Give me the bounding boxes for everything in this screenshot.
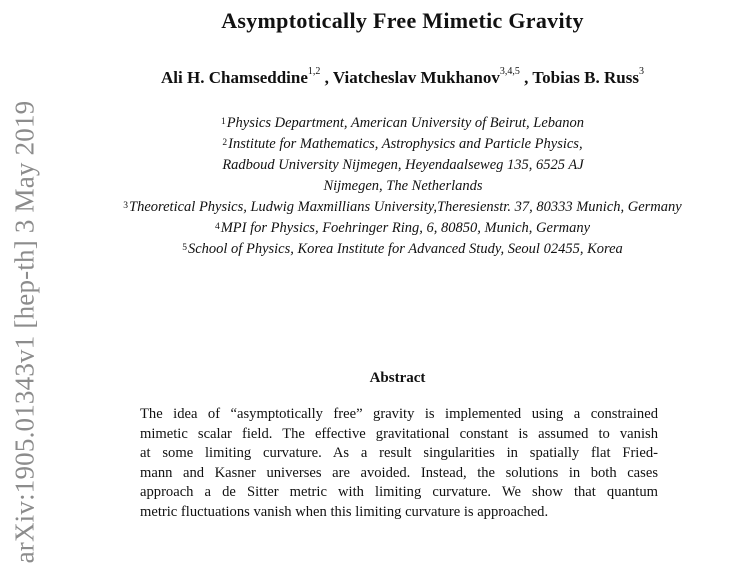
affiliation-line: [60, 197, 745, 218]
author-affiliation-marks: 3: [638, 66, 644, 77]
abstract-line: approach a de Sitter metric with limiting curvature. We show that quantum: [140, 484, 658, 501]
affiliation-line: [60, 176, 745, 197]
affiliation-text: Radboud University Nijmegen, Heyendaalseweg 135, 6525 AJ: [222, 157, 584, 173]
affiliation-line: [60, 113, 745, 134]
abstract-line: mann and Kasner universes are avoided. Instead, the solutions in both cases: [140, 464, 658, 481]
arxiv-identifier-text: arXiv:1905.01343v1 [hep-th] 3 May 2019: [9, 100, 40, 563]
affiliation-line: [60, 134, 745, 155]
abstract-line: mimetic scalar field. The effective gravitational constant is assumed to vanish: [140, 425, 658, 442]
affiliation-mark: 2: [222, 138, 228, 148]
affiliation-list: [60, 113, 745, 260]
abstract-line: at some limiting curvature. As a result singularities in spatially flat Fried-: [140, 445, 658, 462]
affiliation-mark: 1: [220, 117, 226, 127]
affiliation-line: [60, 239, 745, 260]
author-separator: ,: [519, 68, 533, 87]
abstract-heading: Abstract: [369, 370, 426, 386]
paper-title: Asymptotically Free Mimetic Gravity: [221, 8, 584, 33]
affiliation-line: [60, 155, 745, 176]
author-affiliation-marks: 1,2: [307, 66, 321, 77]
affiliation-text: Nijmegen, The Netherlands: [323, 178, 483, 194]
affiliation-text: Institute for Mathematics, Astrophysics and Particle Physics,: [228, 136, 583, 152]
abstract-line: The idea of “asymptotically free” gravity is implemented using a constrained: [140, 406, 658, 422]
affiliation-text: Physics Department, American University of Beirut, Lebanon: [226, 115, 585, 131]
author-name: Tobias B. Russ: [532, 68, 639, 87]
author-separator: ,: [320, 68, 333, 87]
abstract-line: metric fluctuations vanish when this limiting curvature is approached.: [140, 503, 549, 520]
affiliation-mark: 4: [214, 222, 220, 232]
author-name: Ali H. Chamseddine: [161, 68, 308, 87]
affiliation-text: Theoretical Physics, Ludwig Maxmillians University,Theresienstr. 37, 80333 Munich, Germany: [129, 199, 682, 215]
affiliation-line: [60, 218, 745, 239]
affiliation-text: School of Physics, Korea Institute for Advanced Study, Seoul 02455, Korea: [187, 241, 623, 257]
author-name: Viatcheslav Mukhanov: [332, 68, 500, 87]
author-affiliation-marks: 3,4,5: [499, 66, 520, 77]
affiliation-mark: 5: [182, 243, 187, 253]
affiliation-mark: 3: [123, 201, 129, 211]
author-list: [60, 68, 745, 88]
abstract-body: [140, 405, 658, 523]
affiliation-text: MPI for Physics, Foehringer Ring, 6, 80850, Munich, Germany: [220, 220, 591, 236]
